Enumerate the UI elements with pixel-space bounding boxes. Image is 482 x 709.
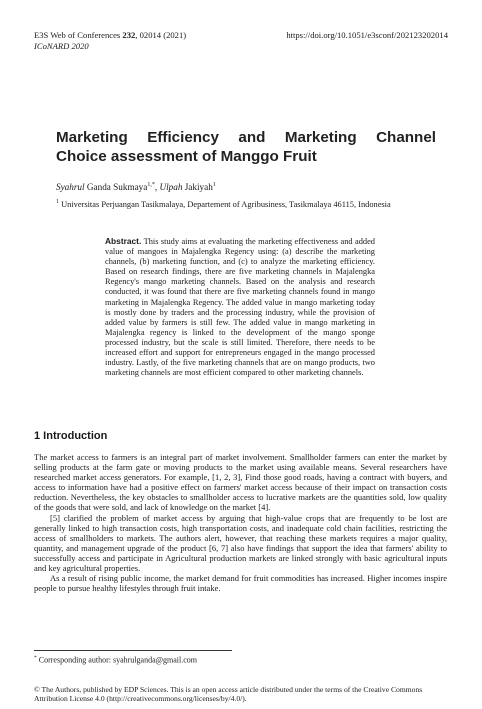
author-2-marker: 1: [212, 182, 216, 188]
title-line-1: Marketing Efficiency and Marketing Channel: [56, 129, 436, 146]
author-list: [56, 182, 216, 192]
paragraph-2: [5] clarified the problem of market access by arguing that high-value crops that are frequently to be lost are generally linked to high transaction costs, high transportation costs, and inadequate cold chain facilities, restricting the access of smallholders to markets. The authors alert, however, that reaching these markets requires a major quality, quantity, and management upgrade of the product [6, 7] also have findings that support the idea that farmers' ability to successfully access and participate in Agricultural production markets are linked strongly with basic agricultural inputs and key agricultural properties.: [34, 512, 447, 574]
author-1-first-name: Syahrul: [56, 182, 85, 193]
doi-link[interactable]: https://doi.org/10.1051/e3sconf/202123202014: [286, 30, 448, 40]
footnote-divider: [34, 650, 232, 651]
footnote: [34, 655, 197, 665]
abstract-label: Abstract.: [105, 236, 142, 246]
paper-title: [56, 128, 436, 166]
author-2-first-name: Ulpah: [159, 182, 183, 193]
affiliation-text: Universitas Perjuangan Tasikmalaya, Departement of Agribusiness, Tasikmalaya 46115, Indonesia: [59, 199, 391, 209]
footnote-text: Corresponding author: syahrulganda@gmail.com: [36, 655, 197, 665]
author-separator: ,: [154, 182, 160, 193]
footnote-marker: *: [34, 655, 37, 661]
paragraph-3: As a result of rising public income, the market demand for fruit commodities has increased. Higher incomes inspire people to pursue healthy lifestyles through fruit intake.: [34, 573, 447, 594]
abstract: [105, 236, 375, 378]
journal-citation: E3S Web of Conferences 232, 02014 (2021): [34, 30, 187, 40]
affiliation-marker: 1: [56, 199, 59, 205]
affiliation: [56, 199, 391, 209]
author-1-last-name: Ganda Sukmaya: [84, 182, 148, 193]
author-2-last-name: Jakiyah: [182, 182, 213, 193]
author-1-marker: 1,*: [147, 182, 155, 188]
license-notice: © The Authors, published by EDP Sciences. This is an open access article distributed under the terms of the Creative Commons Attribution License 4.0 (http://creativecommons.org/licenses/by/4.0/).: [34, 685, 423, 704]
conference-name: ICoNARD 2020: [34, 40, 89, 51]
introduction-body: [34, 452, 447, 593]
abstract-text: This study aims at evaluating the marketing effectiveness and added value of mangoes in Majalengka Regency using: (a) describe the marketing channels, (b) marketing function, and (c) to analyze the marketing efficiency. Based on research findings, there are five marketing channels in Majalengka Regency's mango marketing channels. Based on the analysis and research conducted, it was found that there are five marketing channels found in mango marketing in Majalengka Regency. The added value in mango marketing today is mostly done by traders and the processing industry, while the provision of added value by farmers is still few. The added value in mango marketing in Majalengka regency is linked to the development of the mango sponge processed industry, but the scale is still limited. Therefore, there needs to be increased effort and support for entrepreneurs engaged in the mango processed industry. Lastly, of the five marketing channels that are on mango products, two marketing channels are most efficient compared to other marketing channels.: [105, 237, 375, 378]
paragraph-1: The market access to farmers is an integral part of market involvement. Smallholder farmers can enter the market by selling products at the farm gate or moving products to the market using available means. Several researchers have researched market access generators. For example, [1, 2, 3], Find those good roads, having a contract with buyers, and access to information have had a positive effect on farmers' market access because of their impact on transaction costs reduction. Nevertheless, the key obstacles to smallholder access to lucrative markets are the quantities sold, low quality of the goods that were sold, and lack of knowledge on the market [4].: [34, 452, 447, 513]
section-heading: 1 Introduction: [34, 430, 108, 442]
running-header: [34, 30, 448, 51]
title-line-2: Choice assessment of Manggo Fruit: [56, 148, 317, 165]
